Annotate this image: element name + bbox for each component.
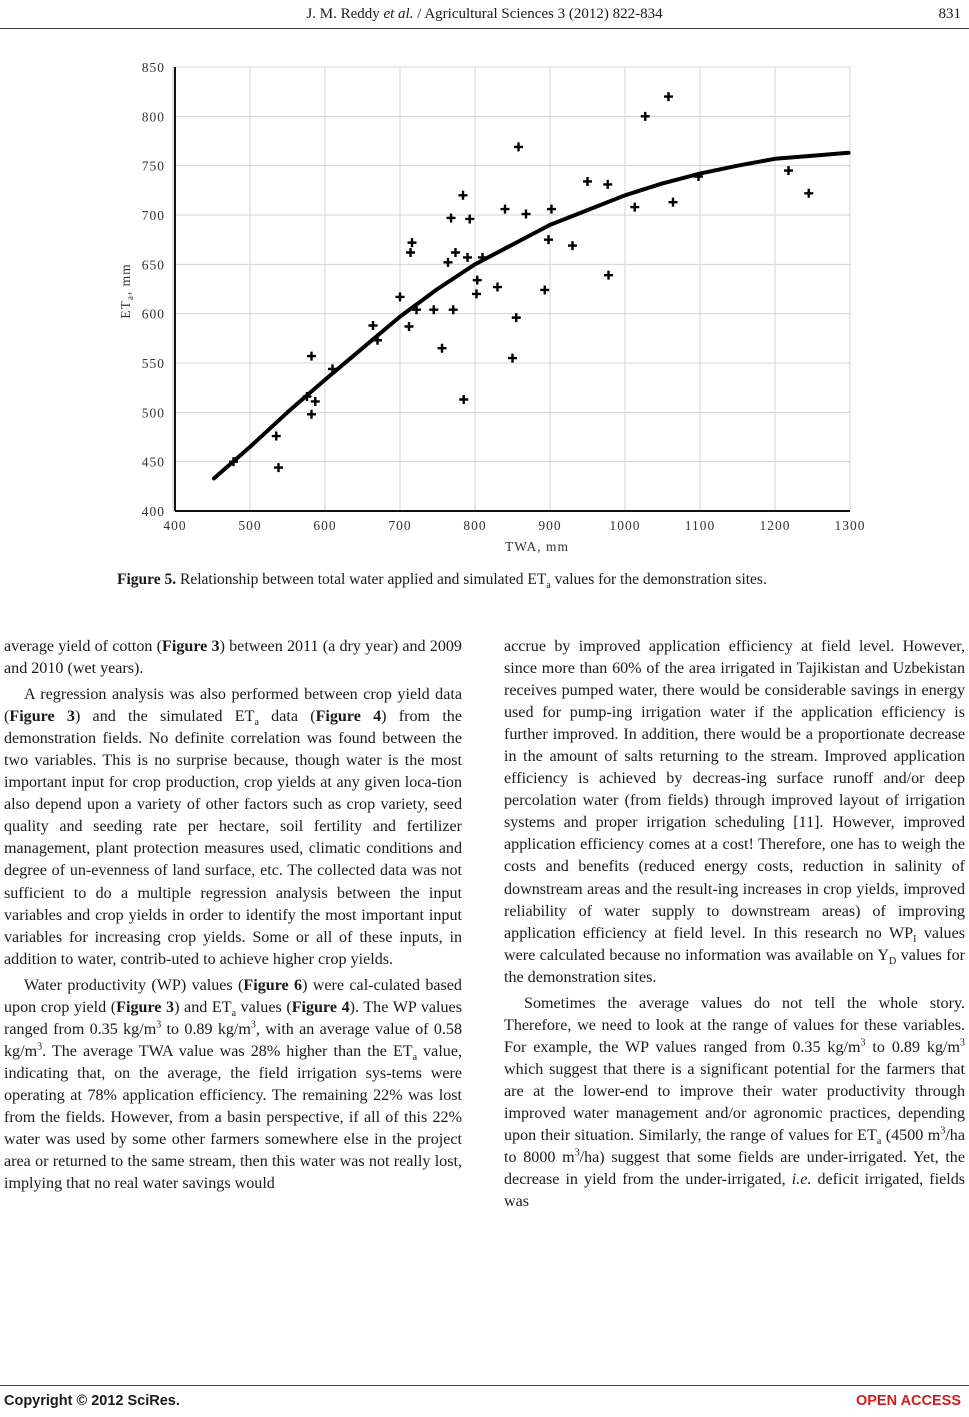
y-axis-title [118,263,135,318]
figure-caption [117,570,851,590]
footer-divider [0,1385,969,1386]
text-run: i.e. [791,1171,812,1189]
text-run: values were calculated because no information was available on Y [504,924,965,964]
y-axis-title-main: ET [118,300,133,319]
y-tick-label: 700 [141,208,165,223]
text-run: Figure 3 [9,708,75,726]
text-run: Figure 4 [291,998,350,1016]
text-run: /ha) suggest that some fields are under-irrigated. Yet, the decrease in yield from the under-irrigated, [504,1149,965,1189]
copyright-notice: Copyright © 2012 SciRes. [4,1393,180,1409]
x-tick-label: 600 [313,518,337,533]
y-axis-title-sub: a [125,295,135,301]
text-run: ). The WP values ranged from 0.35 kg/m [4,998,462,1038]
text-run: to 0.89 kg/m [865,1038,960,1056]
text-run: 3 [574,1147,580,1159]
y-tick-label: 450 [141,454,165,470]
text-run: to 0.89 kg/m [161,1020,251,1038]
chart-svg [100,55,866,565]
text-run: Figure 3 [162,638,220,655]
text-run: Sometimes the average values do not tell the whole story. Therefore, we need to look at the range of values for these variables. For example, the WP values ranged from 0.35 kg/m [504,994,965,1056]
header-etal: et al. [383,6,414,22]
figure-5-chart [100,55,866,565]
header-authors: J. M. Reddy [306,6,380,22]
page-footer [0,1393,969,1415]
header-divider [0,28,969,29]
paragraph [4,636,462,680]
caption-text: Relationship between total water applied and simulated ET [180,571,547,588]
y-tick-label: 650 [141,257,165,273]
text-run: value, indicating that, on the average, the field irrigation sys-tems were operating at 78% application efficiency. The remaining 22% was lost from the fields. However, from a basin perspective, if all of this 22% water was used by some other farmers somewhere else in the project area or returned to the same stream, then this water was not really lost, implying that no real water savings would [4,1042,463,1193]
x-tick-labels [163,518,865,533]
text-run: 3 [250,1019,256,1031]
running-header [0,4,969,26]
x-tick-label: 400 [163,518,187,533]
text-run: 3 [156,1019,162,1031]
paragraph [504,636,965,989]
text-run: 3 [960,1037,965,1049]
open-access-label: OPEN ACCESS [855,1393,961,1409]
x-tick-label: 1300 [834,518,866,533]
y-tick-label: 750 [141,158,165,174]
paragraph [4,975,462,1195]
x-tick-label: 1100 [684,518,716,533]
header-journal: / Agricultural Sciences 3 (2012) 822-834 [413,6,663,22]
text-run: /ha to 8000 m [504,1127,965,1167]
text-run: average yield of cotton ( [4,638,163,655]
text-run: Figure 6 [243,976,303,994]
text-run: ) and ET [174,998,232,1016]
x-tick-label: 900 [538,518,562,533]
y-tick-label: 400 [141,504,165,519]
text-run: accrue by improved application efficiency at field level. However, since more than 60% of the area irrigated in Tajikistan and Uzbekistan receives pumped water, there would be considerable savings in energy used for pump-ing irrigation water if the application efficiency is further improved. In addition, there would be a proportionate decrease in the amount of salts returning to the stream. Improved application efficiency is achieved by decreas-ing surface runoff and/or deep percolation water (from fields) through improved layout of irrigation systems and proper irrigation scheduling [11]. However, improved application efficiency comes at a cost! Therefore, one has to weigh the costs and benefits (reduced energy costs, reduction in salinity of downstream areas and the result-ing increases in crop yields, improved reliability of water supply to downstream areas) of improving application efficiency at field level. In this research no WP [504,638,965,942]
x-tick-label: 1200 [759,518,791,533]
x-tick-label: 800 [463,518,487,533]
y-tick-label: 550 [141,356,165,371]
paragraph [504,993,965,1213]
running-header-citation [0,6,969,23]
text-run: ) and the simulated ET [74,708,255,726]
x-tick-label: 500 [238,518,262,533]
caption-label: Figure 5. [117,571,177,588]
caption-sub: a [546,580,551,592]
text-run: 3 [940,1125,946,1137]
text-run: I [913,933,917,945]
text-run: values for the demonstration sites. [504,946,965,986]
text-run: a [254,717,259,729]
y-tick-label: 600 [141,306,165,322]
text-run: data ( [258,708,316,726]
text-run: . The average TWA value was 28% higher than the ET [42,1042,413,1060]
text-run: a [412,1052,418,1064]
page-number: 831 [938,6,961,22]
y-tick-label: 850 [141,60,165,75]
text-run: a [231,1007,237,1019]
text-run: D [889,955,897,967]
text-run: which suggest that there is a significant potential for the farmers that are at the lower-end to improve their water productivity through improved water management and/or agronomic practices, depending upon their situation. Similarly, the range of values for ET [504,1060,965,1145]
text-run: 3 [860,1037,866,1049]
body-column-right [504,636,965,1213]
y-tick-label: 500 [141,405,165,421]
x-axis-title: TWA, mm [505,539,569,554]
plot-area [173,67,850,511]
y-tick-labels [142,60,165,519]
text-run: ) from the demonstration fields. No definite correlation was found between the two variables. This is no surprise because, though water is the most important input for crop production, crop yields at any given loca-tion also depend upon a variety of other factors such as crop variety, seed quality and seeding rate per hectare, soil fertility and fertilizer management, plant protection measures used, climatic conditions and degree of un-evenness of land surface, etc. The collected data was not sufficient to do a multiple regression analysis between the input variables and crop yields in order to identify the most important input variables for increasing crop yields. Some or all of these inputs, in addition to water, contrib-uted to achieve higher crop yields. [4,708,462,968]
y-axis-title-suffix: , mm [118,263,133,296]
text-run: Figure 3 [116,998,175,1016]
y-tick-label: 800 [141,109,165,125]
caption-text-end: values for the demonstration sites. [550,571,767,588]
x-tick-label: 700 [388,518,412,533]
text-run: a [876,1136,882,1148]
text-run: values ( [236,998,292,1016]
text-run: Figure 4 [315,708,382,726]
text-run: deficit irrigated, fields was [504,1171,965,1211]
text-run: A regression analysis was also performed between crop yield data ( [4,686,462,726]
text-run: ) were cal-culated based upon crop yield ( [4,976,462,1016]
text-run: , with an average value of 0.58 kg/m [4,1020,462,1060]
x-tick-label: 1000 [609,518,641,533]
text-run: (4500 m [881,1127,941,1145]
body-column-left [4,636,462,1195]
paragraph [4,684,462,971]
text-run: 3 [37,1041,43,1053]
text-run: Water productivity (WP) values ( [24,976,244,994]
text-run: ) between 2011 (a dry year) and 2009 and 2010 (wet years). [4,638,462,678]
